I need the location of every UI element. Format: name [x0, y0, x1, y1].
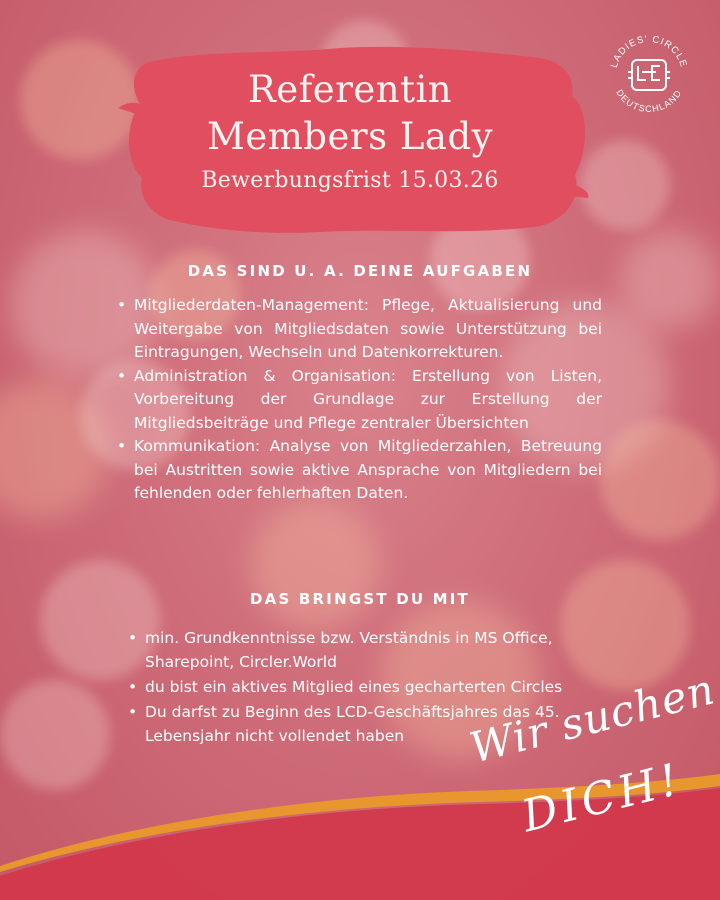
application-deadline: Bewerbungsfrist 15.03.26	[201, 168, 499, 193]
slogan	[455, 664, 720, 875]
list-item: • Mitgliederdaten-Management: Pflege, Aktualisierung und Weitergabe von Mitgliedsdaten sowie Unterstützung bei Eintragungen, Wechseln und Datenkorrekturen.	[112, 294, 602, 365]
list-item: • Administration & Organisation: Erstellung von Listen, Vorbereitung der Grundlage zur Erstellung der Mitgliedsbeiträge und Pflege zentraler Übersichten	[112, 365, 602, 436]
svg-text:DEUTSCHLAND: DEUTSCHLAND	[614, 87, 684, 115]
tasks-list	[112, 294, 602, 506]
slogan-line2: DICH!	[517, 753, 687, 843]
list-item: • min. Grundkenntnisse bzw. Verständnis in MS Office, Sharepoint, Circler.World	[124, 626, 604, 674]
slogan-line1: Wir suchen	[465, 664, 720, 773]
ladies-circle-logo	[602, 28, 696, 122]
svg-text:LADIES' CIRCLE: LADIES' CIRCLE	[608, 33, 690, 70]
list-item: • Kommunikation: Analyse von Mitgliederzahlen, Betreuung bei Austritten sowie aktive Ansprache von Mitgliedern bei fehlenden oder fehlerhaften Daten.	[112, 435, 602, 506]
page-title-line1: Referentin	[247, 68, 453, 111]
requirements-heading: DAS BRINGST DU MIT	[250, 590, 470, 608]
tasks-heading: DAS SIND U. A. DEINE AUFGABEN	[187, 262, 533, 280]
title-block	[150, 66, 550, 196]
page-title-line2: Members Lady	[206, 115, 494, 158]
list-item: • du bist ein aktives Mitglied eines gecharterten Circles	[124, 675, 604, 699]
list-item: • Du darfst zu Beginn des LCD-Geschäftsjahres das 45. Lebensjahr nicht vollendet haben	[124, 700, 604, 748]
